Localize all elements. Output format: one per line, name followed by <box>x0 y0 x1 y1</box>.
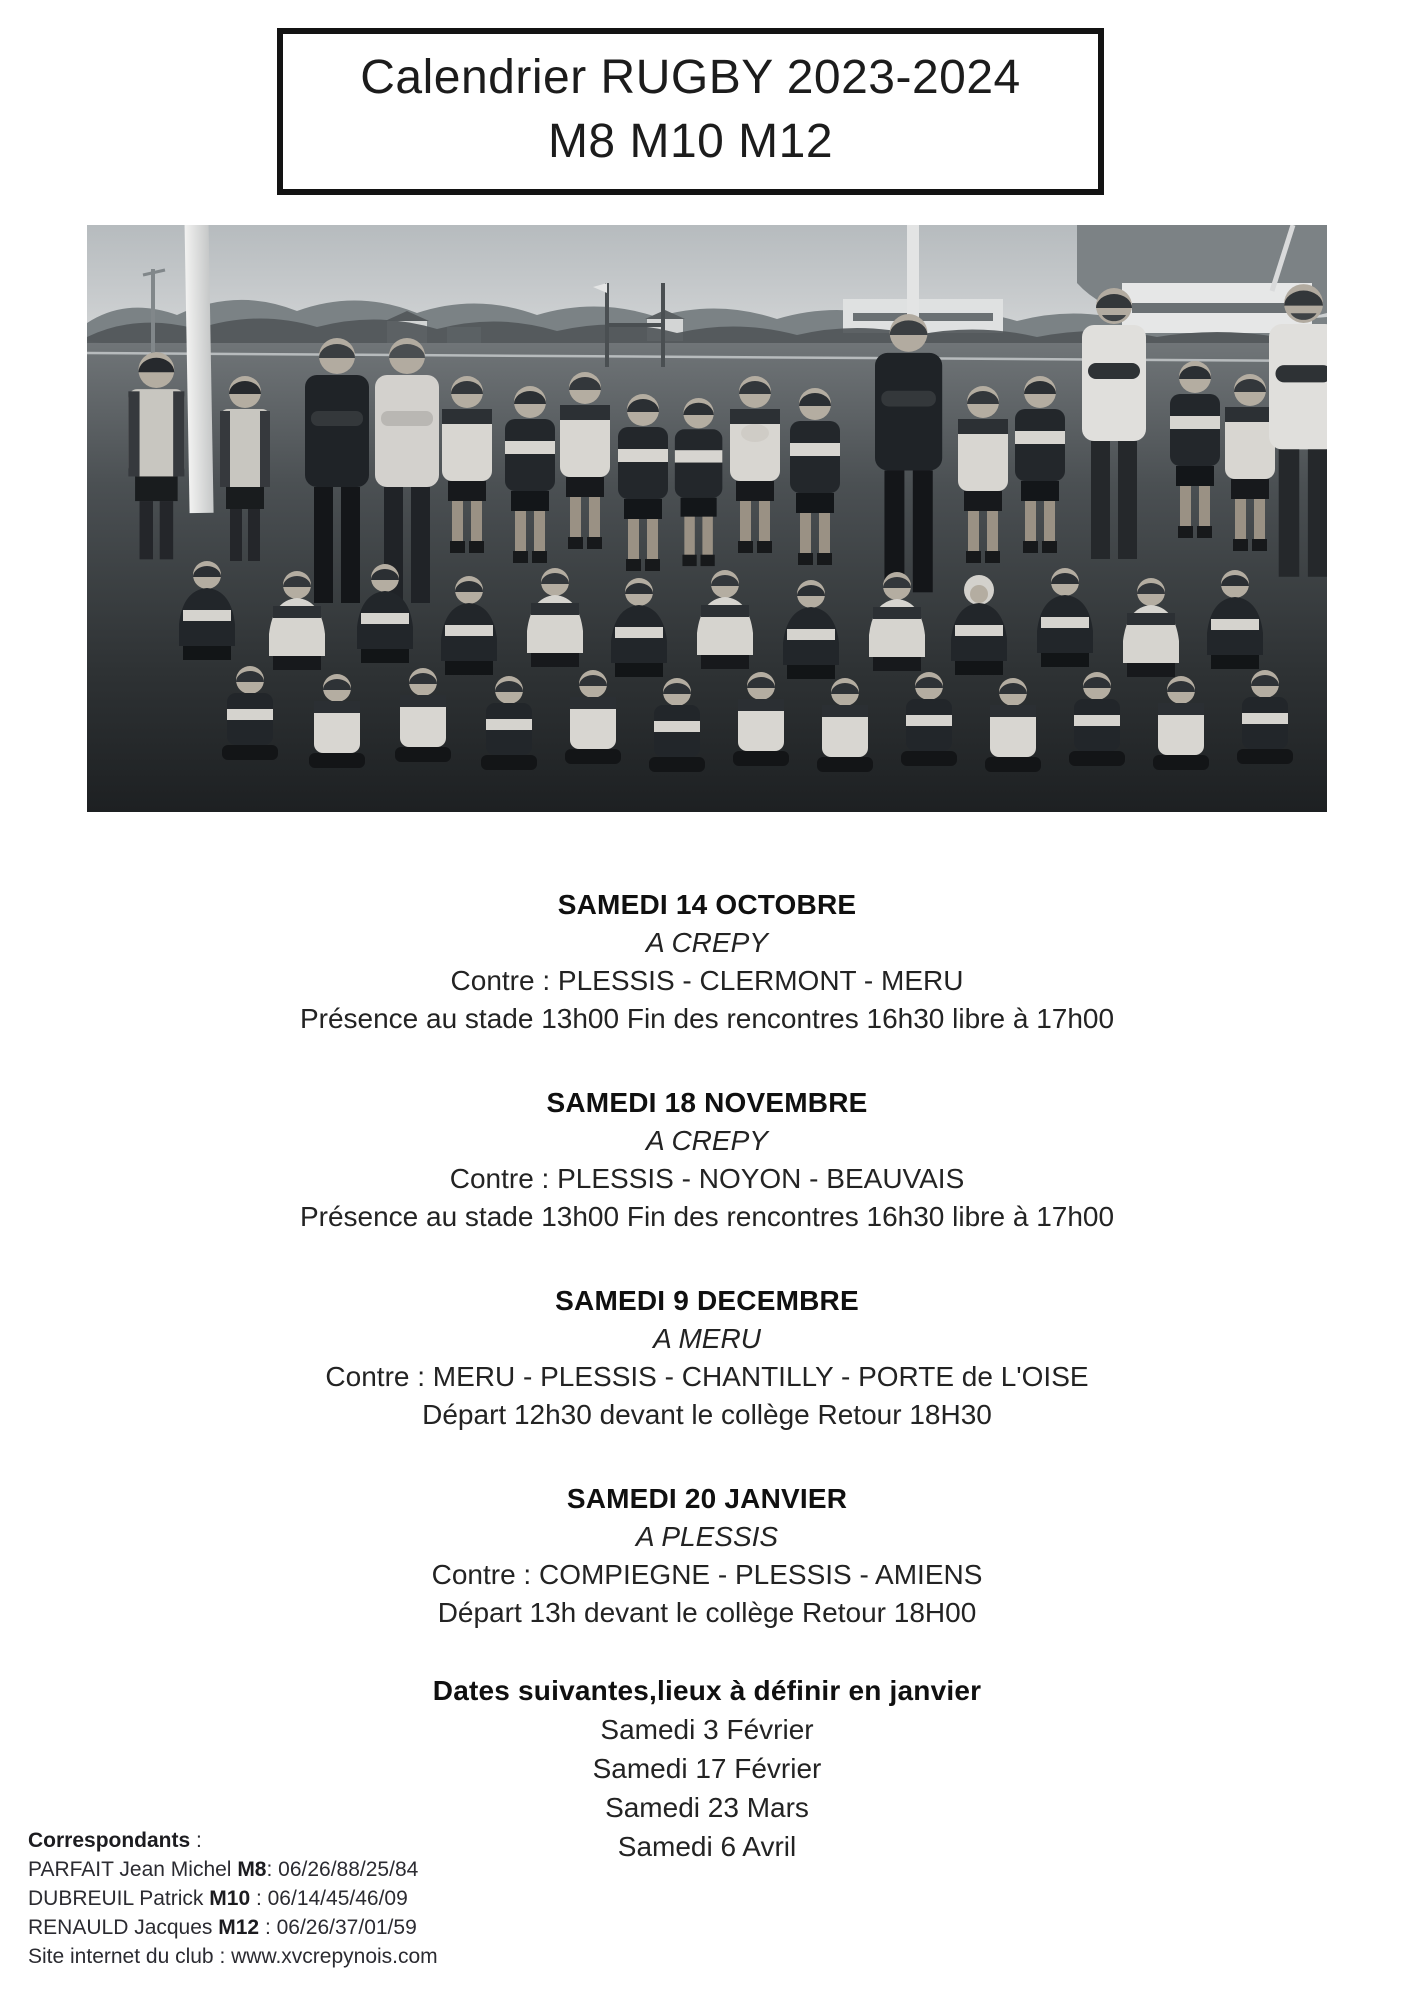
correspondent-entry: PARFAIT Jean Michel M8: 06/26/88/25/84 <box>28 1858 419 1881</box>
team-photo <box>87 225 1327 812</box>
match-section-january <box>0 1480 1414 1632</box>
match-opponents: Contre : PLESSIS - CLERMONT - MERU <box>450 965 964 996</box>
match-section-november <box>0 1084 1414 1236</box>
match-opponents: Contre : COMPIEGNE - PLESSIS - AMIENS <box>431 1559 983 1590</box>
schedule <box>0 886 1414 1866</box>
match-venue: A CREPY <box>646 927 768 958</box>
match-details: Départ 13h devant le collège Retour 18H00 <box>437 1597 977 1628</box>
match-date-heading: SAMEDI 9 DECEMBRE <box>555 1285 859 1316</box>
match-date-heading: SAMEDI 14 OCTOBRE <box>557 889 857 920</box>
correspondents-block <box>28 1826 438 1971</box>
match-venue: A MERU <box>653 1323 761 1354</box>
upcoming-date: Samedi 3 Février <box>600 1714 814 1745</box>
match-opponents: Contre : PLESSIS - NOYON - BEAUVAIS <box>449 1163 965 1194</box>
match-date-heading: SAMEDI 18 NOVEMBRE <box>546 1087 868 1118</box>
match-venue: A CREPY <box>646 1125 768 1156</box>
correspondent-entry: DUBREUIL Patrick M10 : 06/14/45/46/09 <box>28 1887 408 1910</box>
title-line-1: Calendrier RUGBY 2023-2024 <box>360 51 1021 104</box>
upcoming-dates-heading: Dates suivantes,lieux à définir en janvier <box>432 1675 982 1706</box>
title-box <box>277 28 1104 195</box>
match-details: Présence au stade 13h00 Fin des rencontres 16h30 libre à 17h00 <box>299 1003 1115 1034</box>
correspondents-heading: Correspondants : <box>28 1829 202 1852</box>
match-date-heading: SAMEDI 20 JANVIER <box>566 1483 848 1514</box>
correspondent-entry: RENAULD Jacques M12 : 06/26/37/01/59 <box>28 1916 417 1939</box>
upcoming-date: Samedi 23 Mars <box>605 1792 809 1823</box>
match-details: Départ 12h30 devant le collège Retour 18H30 <box>422 1399 992 1430</box>
team-photo-illustration <box>87 225 1327 812</box>
upcoming-date: Samedi 17 Février <box>592 1753 822 1784</box>
match-section-october <box>0 886 1414 1038</box>
club-website-line: Site internet du club : www.xvcrepynois.com <box>28 1945 438 1968</box>
title-line-2: M8 M10 M12 <box>547 115 834 168</box>
upcoming-date: Samedi 6 Avril <box>617 1831 797 1862</box>
match-section-december <box>0 1282 1414 1434</box>
match-opponents: Contre : MERU - PLESSIS - CHANTILLY - PORTE de L'OISE <box>325 1361 1089 1392</box>
match-venue: A PLESSIS <box>635 1521 779 1552</box>
match-details: Présence au stade 13h00 Fin des rencontres 16h30 libre à 17h00 <box>299 1201 1115 1232</box>
